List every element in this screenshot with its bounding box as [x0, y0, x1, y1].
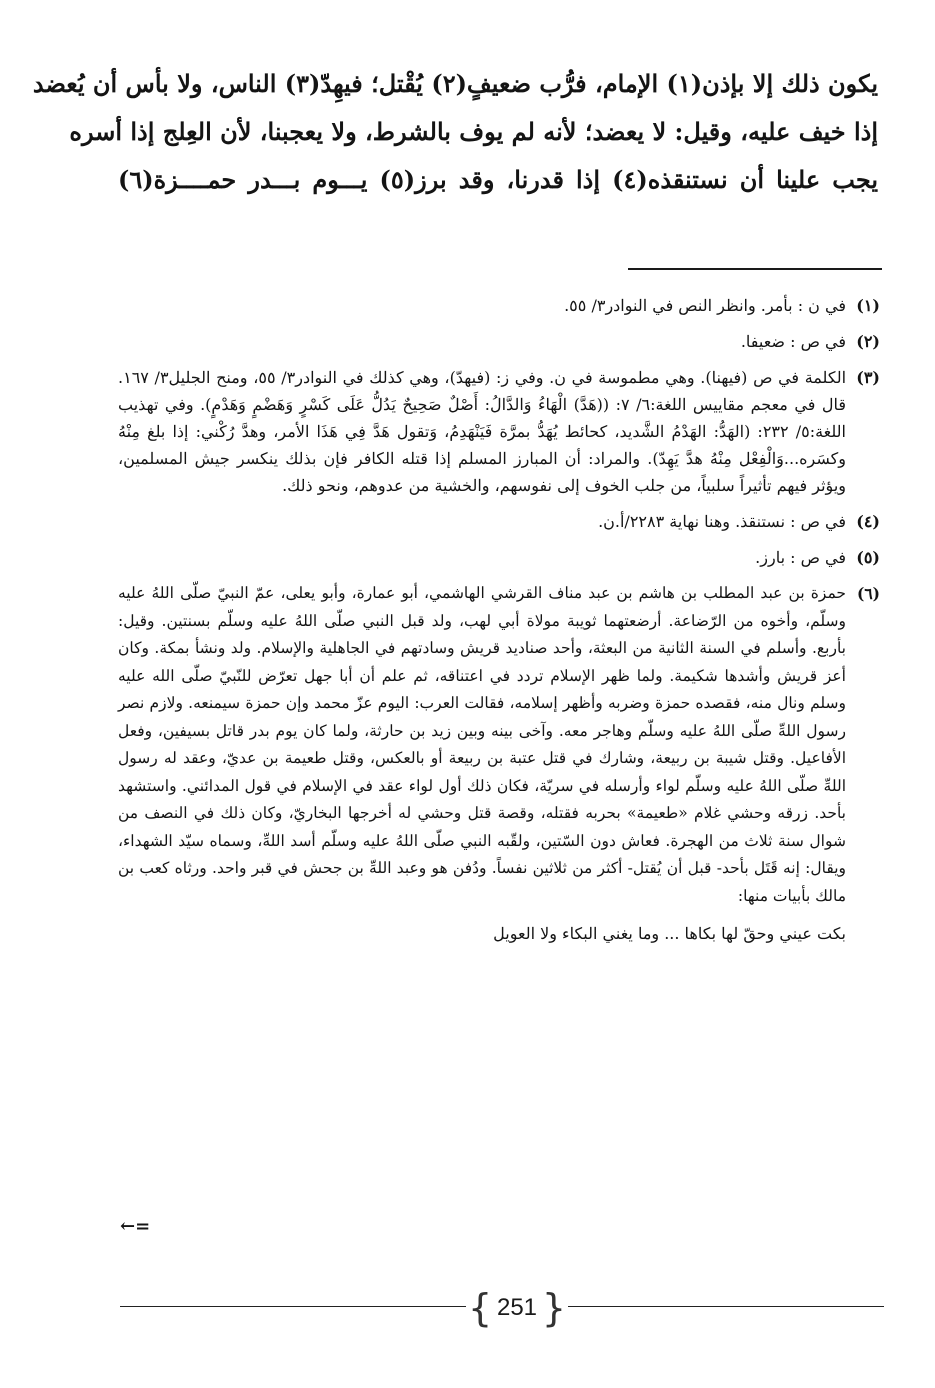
footer-rule-right: [568, 1306, 884, 1307]
footnote-4: [118, 508, 880, 535]
footnote-text: في ص : بارز.: [755, 548, 846, 567]
page-number: 251: [496, 1294, 538, 1321]
footnote-3: [118, 364, 880, 499]
footnote-6: [118, 580, 880, 910]
footnote-number: (٤): [856, 512, 880, 531]
main-text: [32, 60, 879, 204]
footnote-text: حمزة بن عبد المطلب بن هاشم بن عبد مناف القرشي الهاشمي، أبو عمارة، وأبو يعلى، عمّ النبيّ صلّى اللهُ عليه وسلّم، وأخوه من الرّضاعة. أرضعتهما ثويبة مولاة أبي لهب، ولد قبل النبي صلّى اللهُ عليه وسلّم بسنتين. وقيل: بأربع. وأسلم في السنة الثانية من البعثة، وأحد صناديد قريش وسادتهم في الجاهلية والإسلام. ولد ونشأ بمكة. وكان أعز قريش وأشدها شكيمة. ولما ظهر الإسلام تردد في اعتناقه، ثم علم أن أبا جهل تعرّض للنّبيّ صلّى الله عليه وسلم ونال منه، فقصده حمزة وضربه وأظهر إسلامه، فقالت العرب: اليوم عزّ محمد وإن حمزة سيمنعه. ولازم نصر رسول اللهِّ صلّى اللهُ عليه وسلّم وهاجر معه. وآخى بينه وبين زيد بن حارثة، ولما كان يوم بدر قاتل بسيفين، وفعل الأفاعيل. وقتل شيبة بن ربيعة، وشارك في قتل عتبة بن ربيعة أو بالعكس، وقتل طعيمة بن عديّ، وعقد له رسول اللهِّ صلّى اللهُ عليه وسلّم لواء وأرسله في سريّة، فكان ذلك أول لواء عقد في الإسلام في قول المدائني. واستشهد بأحد. زرقه وحشي غلام «طعيمة» بحربه فقتله، وقصة قتل وحشي له أخرجها البخاريّ، وكان ذلك في النصف من شوال سنة ثلاث من الهجرة. فعاش دون السّتين، ولقّبه النبي صلّى اللهُ عليه وسلّم أسد اللهِّ، وسماه سيّد الشهداء، ويقال: إنه قَتَل بأحد- قبل أن يُقتل- أكثر من ثلاثين نفساً. ودُفن هو وعبد اللهِّ بن جحش في قبر واحد. ورثاه كعب بن مالك بأبيات منها:: [118, 584, 846, 905]
footnote-5: [118, 544, 880, 571]
footnote-1: [118, 292, 880, 319]
main-line-1: يكون ذلك إلا بإذن(١) الإمام، فرُّب ضعيفٍ(٢) يُقْتل؛ فيهِدّ(٣) الناس، ولا بأس أن يُعضد: [32, 69, 878, 98]
continuation-mark: ←=: [120, 1216, 151, 1237]
footnote-number: (٣): [856, 368, 880, 387]
page-number-box: [466, 1286, 568, 1330]
footnote-number: (٥): [856, 548, 880, 567]
main-line-2: إذا خيف عليه، وقيل: لا يعضد؛ لأنه لم يوف بالشرط، ولا يعجبنا، لأن العِلج إذا أسره: [69, 117, 878, 146]
footnote-text: في ص : ضعيفا.: [740, 332, 846, 351]
continuation-arrow-icon: ←: [120, 1216, 136, 1237]
footnote-text: في ص : نستنقذ. وهنا نهاية ٢٢٨٣/أ.ن.: [598, 512, 846, 531]
left-brace-icon: {: [468, 1286, 493, 1330]
footnote-text: في ن : بأمر. وانظر النص في النوادر٣/ ٥٥.: [564, 296, 846, 315]
footnote-number: (٦): [856, 584, 880, 603]
footnote-2: [118, 328, 880, 355]
footer-rule-left: [120, 1306, 466, 1307]
footnote-number: (٢): [856, 332, 880, 351]
footnotes: [118, 292, 880, 947]
footnote-text: الكلمة في ص (فيهنا). وهي مطموسة في ن. وفي ز: (فيهدّ)، وهي كذلك في النوادر٣/ ٥٥، ومنح الجليل٣/ ١٦٧. قال في معجم مقاييس اللغة:٦/ ٧: ((هَدَّ) الْهَاءُ وَالدَّالُ: أَصْلٌ صَحِيحٌ يَدُلُّ عَلَى كَسْرٍ وَهَضْمٍ وَهَدْمٍ). وفي تهذيب اللغة:٥/ ٢٣٢: (الهَدُّ: الهَدْمُ الشَّديد، كحائط يُهَدُّ بمرَّة فَيَنْهَدِمُ، وَتقول هَدَّ فِي هَذَا الأمر، وهدَّ رُكْني: إذا بلغ مِنْهُ وكسَره...وَالْفِعْل مِنْهُ هدَّ يَهِدّ). والمراد: أن المبارز المسلم إذا قتله الكافر فإن بذلك ينكسر جيش المسلمين، ويؤثر فيهم تأثيراً سلبياً، من جلب الخوف إلى نفوسهم، والخشية من عدوهم، ونحو ذلك.: [118, 368, 847, 495]
footnote-number: (١): [856, 296, 880, 315]
footnote-separator: [628, 268, 882, 270]
poem-verse: بكت عيني وحقّ لها بكاها ... وما يغني البكاء ولا العويل: [493, 924, 846, 943]
main-line-3: يجب علينا أن نستنقذه(٤) إذا قدرنا، وقد برز(٥) يـــوم بـــدر حمــــزة(٦): [118, 165, 879, 194]
right-brace-icon: }: [541, 1286, 566, 1330]
